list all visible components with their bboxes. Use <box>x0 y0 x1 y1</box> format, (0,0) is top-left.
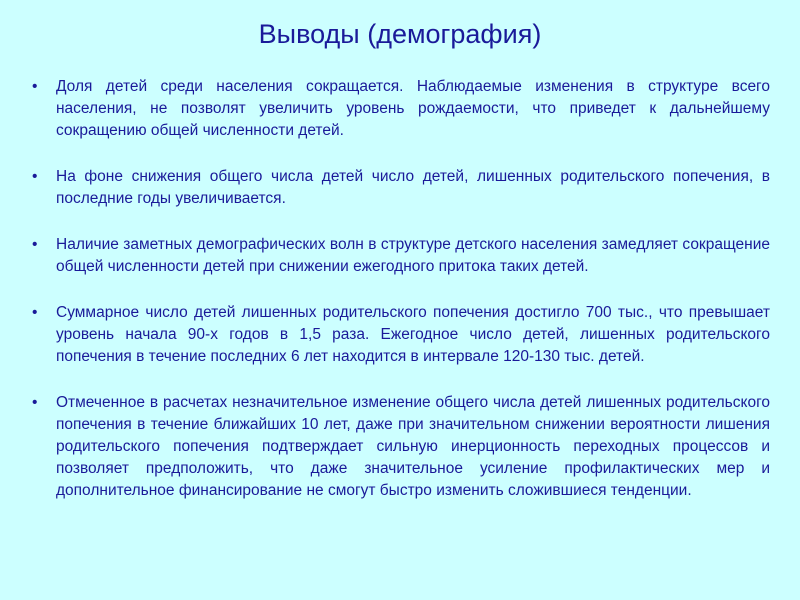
bullet-text: Наличие заметных демографических волн в структуре детского населения замедляет сокращение общей численности детей при снижении ежегодного притока таких детей. <box>56 236 770 275</box>
bullet-icon: • <box>32 78 38 95</box>
bullet-item <box>32 392 770 502</box>
bullet-item <box>32 234 770 278</box>
bullet-icon: • <box>32 394 38 411</box>
bullet-icon: • <box>32 304 38 321</box>
bullet-text: Суммарное число детей лишенных родительского попечения достигло 700 тыс., что превышает уровень начала 90-х годов в 1,5 раза. Ежегодное число детей, лишенных родительского попечения в течение последних 6 лет находится в интервале 120-130 тыс. детей. <box>56 304 770 365</box>
bullet-item <box>32 302 770 368</box>
bullet-text: Отмеченное в расчетах незначительное изменение общего числа детей лишенных родительского попечения в течение ближайших 10 лет, даже при значительном снижении вероятности лишения родительского попечения подтверждает сильную инерционность переходных процессов и позволяет предположить, что даже значительное усиление профилактических мер и дополнительное финансирование не смогут быстро изменить сложившиеся тенденции. <box>56 394 770 499</box>
bullet-item <box>32 166 770 210</box>
bullet-icon: • <box>32 236 38 253</box>
bullet-list <box>32 76 770 526</box>
bullet-text: Доля детей среди населения сокращается. Наблюдаемые изменения в структуре всего населения, не позволят увеличить уровень рождаемости, что приведет к дальнейшему сокращению общей численности детей. <box>56 78 770 139</box>
slide-title: Выводы (демография) <box>258 19 542 49</box>
bullet-icon: • <box>32 168 38 185</box>
bullet-item <box>32 76 770 142</box>
bullet-text: На фоне снижения общего числа детей число детей, лишенных родительского попечения, в последние годы увеличивается. <box>56 168 770 207</box>
